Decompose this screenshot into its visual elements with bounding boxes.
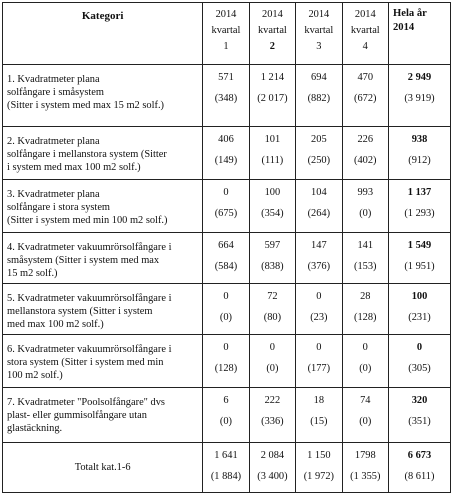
category-text-line: stora system (Sitter i system med min <box>7 357 164 368</box>
current-value: 0 <box>223 342 229 353</box>
header-year-total <box>389 3 451 65</box>
quarter-1-cell <box>203 65 249 127</box>
current-value: 0 <box>316 342 322 353</box>
current-value: 101 <box>264 134 281 145</box>
category-cell <box>3 65 203 127</box>
table-row <box>3 284 451 335</box>
header-quarter-year: 2014 <box>215 9 237 20</box>
quarter-4-cell <box>342 127 388 180</box>
header-quarter-number: 3 <box>316 41 322 52</box>
quarter-3-cell <box>296 233 342 284</box>
current-value: 18 <box>313 395 325 406</box>
previous-year-value: (376) <box>307 261 331 272</box>
previous-year-value: (351) <box>408 416 431 427</box>
current-value: 320 <box>411 395 428 406</box>
category-text-line: solfångare i mellanstora system (Sitter <box>7 149 167 160</box>
quarter-3-cell <box>296 284 342 335</box>
current-value: 28 <box>360 291 371 302</box>
previous-year-value: (1 972) <box>303 471 334 482</box>
current-value: 0 <box>269 342 275 353</box>
current-value: 0 <box>223 187 229 198</box>
current-value: 0 <box>362 342 368 353</box>
previous-year-value: (128) <box>214 363 238 374</box>
total-row <box>3 443 451 493</box>
quarter-1-cell <box>203 233 249 284</box>
quarter-1-cell <box>203 284 249 335</box>
header-quarter-2 <box>249 3 295 65</box>
header-quarter-label: kvartal <box>304 25 334 36</box>
category-text-line: 5. Kvadratmeter vakuumrörsolfångare i <box>7 293 172 304</box>
current-value: 470 <box>357 72 374 83</box>
year-total-cell <box>389 233 451 284</box>
previous-year-value: (0) <box>219 416 233 427</box>
previous-year-value: (177) <box>307 363 331 374</box>
category-cell <box>3 233 203 284</box>
table-row <box>3 388 451 443</box>
quarter-2-cell <box>249 65 295 127</box>
current-value: 72 <box>267 291 278 302</box>
current-value: 147 <box>311 240 327 251</box>
quarter-2-cell <box>249 127 295 180</box>
previous-year-value: (672) <box>354 93 377 104</box>
category-text-line: i system med max 100 m2 solf.) <box>7 162 141 173</box>
category-text-line: 3. Kvadratmeter plana <box>7 189 100 200</box>
year-total-cell <box>389 284 451 335</box>
year-total-cell <box>389 127 451 180</box>
quarter-3-cell <box>296 180 342 233</box>
previous-year-value: (1 355) <box>350 471 381 482</box>
current-value: 597 <box>264 240 281 251</box>
table-row <box>3 335 451 388</box>
current-value: 1 641 <box>214 450 238 461</box>
header-quarter-label: kvartal <box>350 25 380 36</box>
current-value: 1 214 <box>260 72 285 83</box>
previous-year-value: (8 611) <box>404 471 435 482</box>
previous-year-value: (1 951) <box>404 261 435 272</box>
previous-year-value: (0) <box>359 208 372 219</box>
previous-year-value: (1 293) <box>404 208 435 219</box>
previous-year-value: (3 919) <box>404 93 435 104</box>
current-value: 141 <box>357 240 374 251</box>
previous-year-value: (0) <box>359 363 372 374</box>
category-cell <box>3 284 203 335</box>
header-year-total-line2: 2014 <box>393 22 415 33</box>
current-value: 993 <box>357 187 374 198</box>
previous-year-value: (0) <box>359 416 372 427</box>
category-cell <box>3 388 203 443</box>
previous-year-value: (336) <box>261 416 284 427</box>
header-quarter-4 <box>342 3 388 65</box>
total-label: Totalt kat.1-6 <box>3 443 203 493</box>
total-quarter-4-cell <box>342 443 388 493</box>
current-value: 0 <box>316 291 322 302</box>
current-value: 0 <box>223 291 229 302</box>
total-year-cell <box>389 443 451 493</box>
header-row <box>3 3 451 65</box>
current-value: 1 150 <box>307 450 331 461</box>
category-text-line: solfångare i småsystem <box>7 87 104 98</box>
total-quarter-3-cell <box>296 443 342 493</box>
quarter-1-cell <box>203 180 249 233</box>
quarter-4-cell <box>342 335 388 388</box>
quarter-1-cell <box>203 388 249 443</box>
quarter-4-cell <box>342 180 388 233</box>
quarter-2-cell <box>249 180 295 233</box>
current-value: 6 673 <box>407 450 432 461</box>
category-text-line: (Sitter i system med min 100 m2 solf.) <box>7 215 168 226</box>
previous-year-value: (402) <box>354 155 377 166</box>
quarter-3-cell <box>296 65 342 127</box>
quarter-2-cell <box>249 284 295 335</box>
quarter-3-cell <box>296 388 342 443</box>
current-value: 100 <box>411 291 428 302</box>
category-cell <box>3 127 203 180</box>
quarter-2-cell <box>249 335 295 388</box>
year-total-cell <box>389 388 451 443</box>
previous-year-value: (153) <box>354 261 377 272</box>
quarter-1-cell <box>203 335 249 388</box>
previous-year-value: (584) <box>214 261 238 272</box>
header-quarter-1 <box>203 3 249 65</box>
previous-year-value: (348) <box>214 93 238 104</box>
previous-year-value: (80) <box>263 312 282 323</box>
category-cell <box>3 180 203 233</box>
previous-year-value: (882) <box>307 93 331 104</box>
solar-collector-statistics-table <box>2 2 451 493</box>
total-quarter-2-cell <box>249 443 295 493</box>
table-row <box>3 65 451 127</box>
current-value: 100 <box>264 187 281 198</box>
header-quarter-3 <box>296 3 342 65</box>
header-year-total-line1: Hela år <box>393 8 427 19</box>
category-text-line: småsystem (Sitter i system med max <box>7 255 160 266</box>
quarter-4-cell <box>342 65 388 127</box>
previous-year-value: (0) <box>266 363 279 374</box>
previous-year-value: (23) <box>310 312 328 323</box>
current-value: 571 <box>218 72 234 83</box>
previous-year-value: (305) <box>408 363 431 374</box>
category-text-line: 100 m2 solf.) <box>7 370 63 381</box>
previous-year-value: (912) <box>408 155 431 166</box>
current-value: 694 <box>311 72 327 83</box>
previous-year-value: (111) <box>261 155 284 166</box>
category-text-line: mellanstora system (Sitter i system <box>7 306 153 317</box>
table-row <box>3 127 451 180</box>
previous-year-value: (149) <box>214 155 238 166</box>
current-value: 74 <box>360 395 371 406</box>
category-text-line: 4. Kvadratmeter vakuumrörsolfångare i <box>7 242 172 253</box>
table-row <box>3 233 451 284</box>
quarter-3-cell <box>296 127 342 180</box>
previous-year-value: (250) <box>307 155 331 166</box>
header-quarter-year: 2014 <box>262 9 283 20</box>
header-quarter-number: 4 <box>362 41 368 52</box>
current-value: 222 <box>264 395 281 406</box>
year-total-cell <box>389 335 451 388</box>
quarter-2-cell <box>249 233 295 284</box>
header-quarter-year: 2014 <box>354 9 376 20</box>
current-value: 1798 <box>354 450 376 461</box>
category-text-line: glastäckning. <box>7 423 63 434</box>
previous-year-value: (128) <box>354 312 377 323</box>
current-value: 1 137 <box>407 187 432 198</box>
current-value: 1 549 <box>407 240 432 251</box>
current-value: 938 <box>411 134 428 145</box>
category-text-line: 6. Kvadratmeter vakuumrörsolfångare i <box>7 344 172 355</box>
previous-year-value: (1 884) <box>210 471 242 482</box>
header-quarter-label: kvartal <box>211 25 241 36</box>
header-quarter-number: 1 <box>223 41 229 52</box>
category-text-line: 15 m2 solf.) <box>7 268 58 279</box>
previous-year-value: (354) <box>261 208 284 219</box>
current-value: 104 <box>311 187 327 198</box>
current-value: 2 084 <box>260 450 285 461</box>
quarter-2-cell <box>249 388 295 443</box>
current-value: 226 <box>357 134 374 145</box>
previous-year-value: (838) <box>261 261 284 272</box>
quarter-4-cell <box>342 233 388 284</box>
year-total-cell <box>389 180 451 233</box>
header-category: Kategori <box>3 3 203 65</box>
year-total-cell <box>389 65 451 127</box>
previous-year-value: (3 400) <box>257 471 288 482</box>
header-quarter-number: 2 <box>269 41 275 52</box>
current-value: 2 949 <box>407 72 432 83</box>
total-quarter-1-cell <box>203 443 249 493</box>
quarter-4-cell <box>342 284 388 335</box>
category-text-line: 7. Kvadratmeter "Poolsolfångare" dvs <box>7 397 165 408</box>
header-quarter-label: kvartal <box>257 25 287 36</box>
category-text-line: 1. Kvadratmeter plana <box>7 74 100 85</box>
previous-year-value: (15) <box>310 416 328 427</box>
header-quarter-year: 2014 <box>308 9 330 20</box>
previous-year-value: (231) <box>408 312 431 323</box>
category-text-line: (Sitter i system med max 15 m2 solf.) <box>7 100 164 111</box>
previous-year-value: (0) <box>219 312 233 323</box>
quarter-1-cell <box>203 127 249 180</box>
previous-year-value: (2 017) <box>257 93 288 104</box>
quarter-3-cell <box>296 335 342 388</box>
category-text-line: solfångare i stora system <box>7 202 111 213</box>
table-row <box>3 180 451 233</box>
category-text-line: 2. Kvadratmeter plana <box>7 136 100 147</box>
current-value: 205 <box>311 134 327 145</box>
current-value: 6 <box>223 395 229 406</box>
previous-year-value: (264) <box>307 208 331 219</box>
quarter-4-cell <box>342 388 388 443</box>
category-text-line: plast- eller gummisolfångare utan <box>7 410 147 421</box>
category-cell <box>3 335 203 388</box>
category-text-line: med max 100 m2 solf.) <box>7 319 104 330</box>
current-value: 0 <box>416 342 423 353</box>
current-value: 406 <box>218 134 234 145</box>
previous-year-value: (675) <box>214 208 238 219</box>
current-value: 664 <box>218 240 234 251</box>
